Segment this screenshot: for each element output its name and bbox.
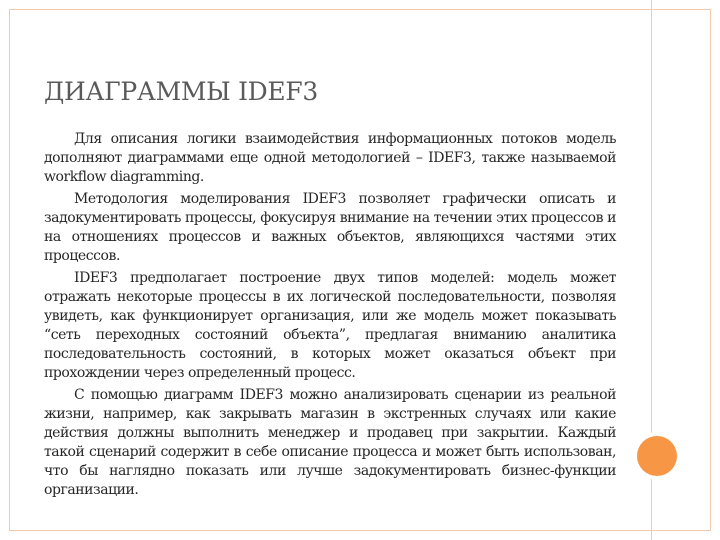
accent-circle [637,436,677,476]
paragraph-2: Методология моделирования IDEF3 позволяет графически описать и задокументировать процессы, фокусируя внимание на течении этих процессов и на отношениях процессов и важных объектов, являющихся частями этих процессов. [44,191,616,264]
slide-body [44,130,616,503]
slide-title: ДИАГРАММЫ IDEF3 [44,77,319,106]
paragraph-1: Для описания логики взаимодействия информационных потоков модель дополняют диаграммами еще одной методологией – IDEF3, также называемой workflow diagramming. [44,131,616,185]
paragraph-3: IDEF3 предполагает построение двух типов моделей: модель может отражать некоторые процессы в их логической последовательности, позволяя увидеть, как функционирует организация, или же модель может показывать “сеть переходных состояний объекта”, предлагая вниманию аналитика последовательность состояний, в которых может оказаться объект при прохождении через определенный процесс. [44,270,616,381]
paragraph-4: С помощью диаграмм IDEF3 можно анализировать сценарии из реальной жизни, например, как закрывать магазин в экстренных случаях или какие действия должны выполнить менеджер и продавец при закрытии. Каждый такой сценарий содержит в себе описание процесса и может быть использован, что бы наглядно показать или лучше задокументировать бизнес-функции организации. [44,387,616,498]
